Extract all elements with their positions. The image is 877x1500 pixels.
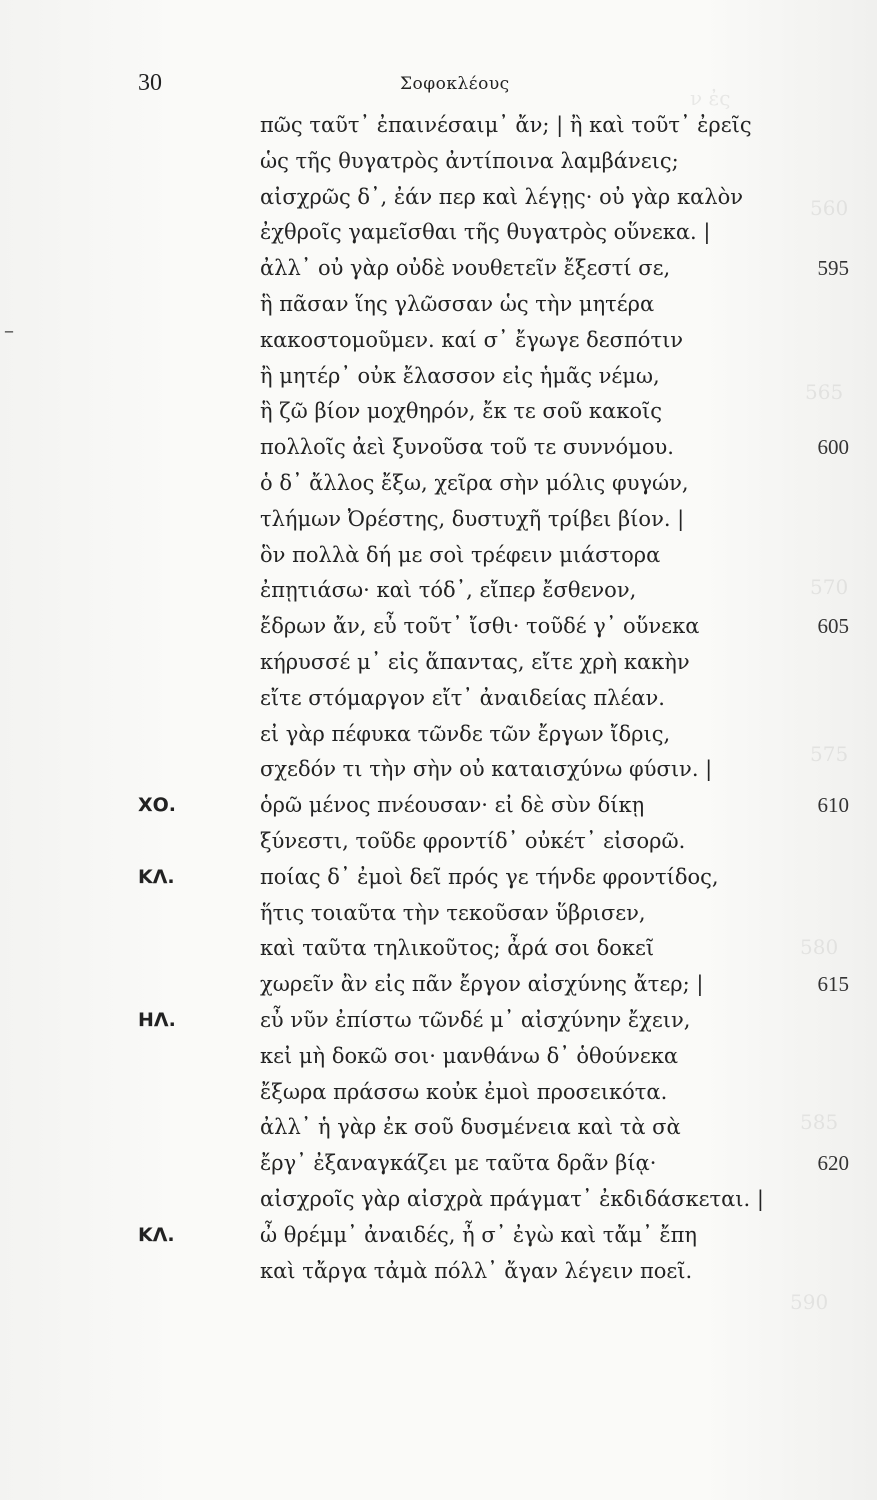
verse-text: κήρυσσέ μ᾽ εἰς ἅπαντας, εἴτε χρὴ κακὴν [260,649,690,674]
verse-line [0,1003,877,1039]
verse-line [0,931,877,967]
margin-mark: – [4,318,14,342]
verse-text: ἀλλ᾽ οὐ γὰρ οὐδὲ νουθετεῖν ἔξεστί σε, [260,256,671,281]
verse-text: ὁρῶ μένος πνέουσαν· εἰ δὲ σὺν δίκῃ [260,793,645,818]
verse-text: ἥτις τοιαῦτα τὴν τεκοῦσαν ὕβρισεν, [260,900,646,925]
verse-line [0,573,877,609]
verse-line [0,144,877,180]
verse-text: ἢ μητέρ᾽ οὐκ ἔλασσον εἰς ἡμᾶς νέμω, [260,363,660,388]
line-number: 620 [817,1151,849,1176]
verse-line [0,538,877,574]
page-header [0,70,877,100]
verse-line [0,681,877,717]
verse-text: πῶς ταῦτ᾽ ἐπαινέσαιμ᾽ ἄν; | ἢ καὶ τοῦτ᾽ ἐρεῖς [260,113,752,137]
line-number: 610 [817,793,849,818]
verse-text: ἔργ᾽ ἐξαναγκάζει με ταῦτα δρᾶν βίᾳ· [260,1151,657,1176]
verse-text: κακοστομοῦμεν. καί σ᾽ ἔγωγε δεσπότιν [260,327,684,352]
line-number: 615 [817,972,849,997]
verse-line [0,1110,877,1146]
verse-line [0,215,877,251]
verse-line [0,1039,877,1075]
verse-line [0,180,877,216]
show-through-texture: ν ἐς 560 565 570 575 580 585 590 [690,86,849,1314]
verse-text: εἰ γὰρ πέφυκα τῶνδε τῶν ἔργων ἴδρις, [260,721,671,746]
verse-line [0,1254,877,1290]
line-number: 605 [817,614,849,639]
verse-text: εἴτε στόμαργον εἴτ᾽ ἀναιδείας πλέαν. [260,685,665,710]
verse-block [0,108,877,1289]
verse-line [0,251,877,287]
verse-text: ὁ δ᾽ ἄλλος ἔξω, χεῖρα σὴν μόλις φυγών, [260,470,689,495]
verse-line [0,1182,877,1218]
verse-text: εὖ νῦν ἐπίστω τῶνδέ μ᾽ αἰσχύνην ἔχειν, [260,1007,691,1032]
verse-text: ἔξωρα πράσσω κοὐκ ἐμοὶ προσεικότα. [260,1079,668,1104]
verse-line [0,430,877,466]
verse-line [0,752,877,788]
verse-text: σχεδόν τι τὴν σὴν οὐ καταισχύνω φύσιν. | [260,757,713,782]
verse-text: ἣ πᾶσαν ἵης γλῶσσαν ὡς τὴν μητέρα [260,291,655,316]
verse-line [0,1218,877,1254]
verse-text: ὡς τῆς θυγατρὸς ἀντίποινα λαμβάνεις; [260,148,679,173]
verse-text: αἰσχρῶς δ᾽, ἐάν περ καὶ λέγῃς· οὐ γὰρ καλὸν [260,184,743,209]
verse-text: καὶ ταῦτα τηλικοῦτος; ἆρά σοι δοκεῖ [260,936,655,961]
verse-text: ἐπῃτιάσω· καὶ τόδ᾽, εἴπερ ἔσθενον, [260,578,637,603]
verse-line [0,609,877,645]
speaker-label: ΚΛ. [138,1223,175,1246]
verse-line [0,287,877,323]
speaker-label: ΚΛ. [138,865,175,888]
verse-text: χωρεῖν ἂν εἰς πᾶν ἔργον αἰσχύνης ἄτερ; | [260,972,704,997]
verse-line [0,359,877,395]
verse-line [0,466,877,502]
verse-text: ἀλλ᾽ ἡ γὰρ ἐκ σοῦ δυσμένεια καὶ τὰ σὰ [260,1115,681,1140]
verse-text: ἣ ζῶ βίον μοχθηρόν, ἔκ τε σοῦ κακοῖς [260,399,662,424]
verse-text: τλήμων Ὀρέστης, δυστυχῆ τρίβει βίον. | [260,506,685,531]
verse-line [0,645,877,681]
verse-line [0,717,877,753]
verse-text: ποίας δ᾽ ἐμοὶ δεῖ πρός γε τήνδε φροντίδος, [260,864,719,889]
speaker-label: ΗΛ. [138,1008,176,1031]
verse-text: κεἰ μὴ δοκῶ σοι· μανθάνω δ᾽ ὁθούνεκα [260,1043,679,1068]
running-title: Σοφοκλέους [400,74,510,94]
verse-line [0,896,877,932]
verse-line [0,860,877,896]
line-number: 595 [817,256,849,281]
verse-line [0,108,877,144]
verse-text: ὦ θρέμμ᾽ ἀναιδές, ἦ σ᾽ ἐγὼ καὶ τἄμ᾽ ἔπη [260,1222,698,1247]
verse-line [0,824,877,860]
verse-text: ξύνεστι, τοῦδε φροντίδ᾽ οὐκέτ᾽ εἰσορῶ. [260,828,686,853]
verse-text: ἐχθροῖς γαμεῖσθαι τῆς θυγατρὸς οὕνεκα. | [260,220,711,245]
verse-line [0,1075,877,1111]
verse-line [0,967,877,1003]
verse-line [0,1146,877,1182]
verse-line [0,394,877,430]
verse-line [0,788,877,824]
verse-line [0,323,877,359]
verse-line [0,502,877,538]
line-number: 600 [817,435,849,460]
verse-text: αἰσχροῖς γὰρ αἰσχρὰ πράγματ᾽ ἐκδιδάσκεται. | [260,1186,764,1211]
page-number: 30 [138,70,162,96]
speaker-label: ΧΟ. [138,794,177,817]
verse-text: καὶ τἄργα τἀμὰ πόλλ᾽ ἄγαν λέγειν ποεῖ. [260,1258,693,1283]
verse-text: ὃν πολλὰ δή με σοὶ τρέφειν μιάστορα [260,542,661,567]
verse-text: ἔδρων ἄν, εὖ τοῦτ᾽ ἴσθι· τοῦδέ γ᾽ οὕνεκα [260,614,700,639]
verse-text: πολλοῖς ἀεὶ ξυνοῦσα τοῦ τε συννόμου. [260,435,674,460]
